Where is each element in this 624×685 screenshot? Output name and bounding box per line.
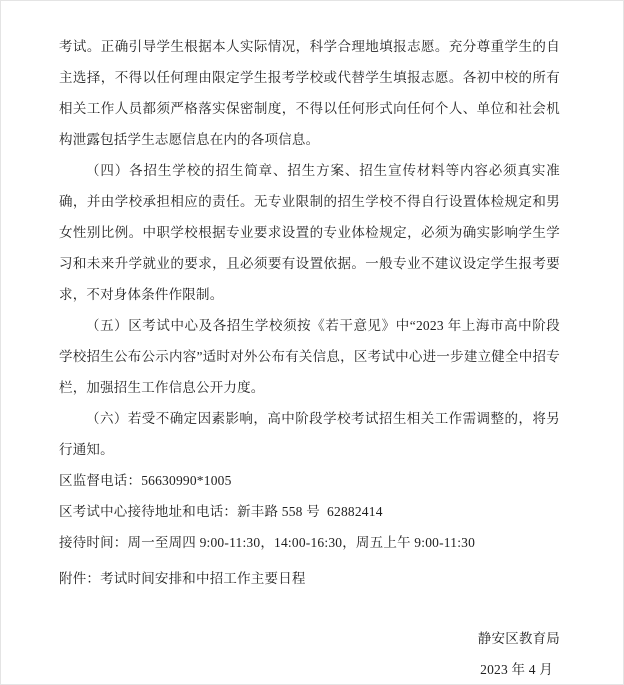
supervision-phone-line: 区监督电话：56630990*1005 xyxy=(59,473,232,488)
document-body xyxy=(59,31,560,465)
signature-date: 2023 年 4 月 xyxy=(480,662,553,677)
paragraph-continuation: 考试。正确引导学生根据本人实际情况，科学合理地填报志愿。充分尊重学生的自主选择，不得以任何理由限定学生报考学校或代替学生填报志愿。各初中校的所有相关工作人员都须严格落实保密制度，不得以任何形式向任何个人、单位和社会机构泄露包括学生志愿信息在内的各项信息。 xyxy=(59,39,560,147)
paragraph-item-4: （四）各招生学校的招生简章、招生方案、招生宣传材料等内容必须真实准确，并由学校承担相应的责任。无专业限制的招生学校不得自行设置体检规定和男女性别比例。中职学校根据专业要求设置的专业体检规定，必须为确实影响学生学习和未来升学就业的要求，且必须要有设置依据。一般专业不建议设定学生报考要求，不对身体条件作限制。 xyxy=(59,163,560,302)
attachment-line: 附件：考试时间安排和中招工作主要日程 xyxy=(59,571,306,586)
contact-info-block xyxy=(59,465,560,558)
reception-address-phone-line: 区考试中心接待地址和电话：新丰路 558 号 62882414 xyxy=(59,504,383,519)
paragraph-item-5: （五）区考试中心及各招生学校须按《若干意见》中“2023 年上海市高中阶段学校招生公布公示内容”适时对外公布有关信息，区考试中心进一步建立健全中招专栏，加强招生工作信息公开力度。 xyxy=(59,318,560,395)
paragraph-item-6: （六）若受不确定因素影响，高中阶段学校考试招生相关工作需调整的，将另行通知。 xyxy=(59,411,560,457)
signature-issuer: 静安区教育局 xyxy=(477,631,560,646)
signature-block xyxy=(59,623,560,685)
reception-hours-line: 接待时间：周一至周四 9:00-11:30，14:00-16:30，周五上午 9:00-11:30 xyxy=(59,535,476,550)
